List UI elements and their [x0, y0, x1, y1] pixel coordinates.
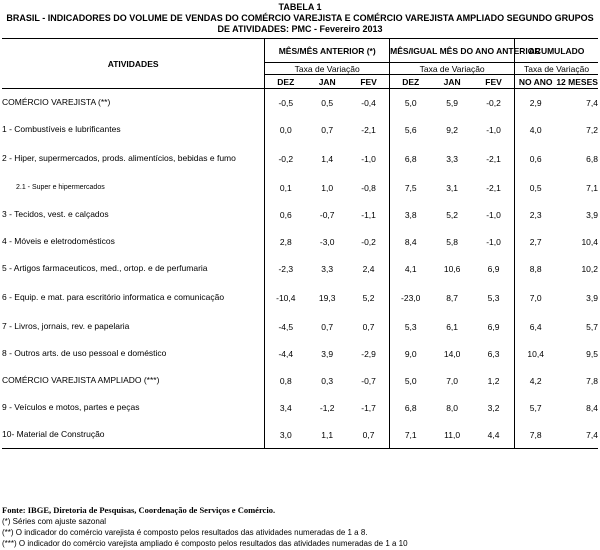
cell: 1,0: [321, 182, 334, 193]
cell: 10,4: [515, 340, 557, 367]
row-label: 10- Material de Construção: [2, 421, 265, 449]
cell: 3,8: [390, 201, 432, 228]
cell: 9,0: [390, 340, 432, 367]
cell: 1,4: [321, 153, 334, 164]
footnotes: [2, 505, 408, 549]
cell: 0,3: [321, 375, 334, 386]
table-row: [2, 228, 598, 255]
cell: 3,3: [446, 153, 459, 164]
cell: 4,1: [390, 255, 432, 282]
cell: 5,2: [446, 209, 459, 220]
indicators-table: [2, 38, 598, 449]
cell: 5,0: [390, 89, 432, 117]
cell: 5,0: [390, 367, 432, 394]
cell: -2,3: [265, 255, 307, 282]
cell: -1,7: [361, 402, 376, 413]
row-label: COMÉRCIO VAREJISTA AMPLIADO (***): [2, 375, 160, 385]
cell: 9,2: [446, 124, 459, 135]
cell: 14,0: [443, 348, 461, 359]
cell: -2,1: [486, 153, 501, 164]
table-row: [2, 89, 598, 117]
cell: 0,7: [348, 421, 390, 449]
cell: 7,8: [515, 421, 557, 449]
cell: -4,5: [265, 313, 307, 340]
group3-rate-label: Taxa de Variação: [515, 63, 598, 75]
activity-header: ATIVIDADES: [2, 39, 265, 89]
group3-header: ACUMULADO: [515, 39, 598, 63]
cell: 0,6: [515, 143, 557, 174]
cell: 0,7: [321, 124, 334, 135]
cell: 0,5: [515, 174, 557, 201]
cell: 7,1: [586, 182, 598, 193]
cell: 6,3: [487, 348, 500, 359]
row-label: 4 - Móveis e eletrodomésticos: [2, 236, 115, 246]
group1-rate-label: Taxa de Variação: [265, 63, 390, 75]
cell: 2,7: [515, 228, 557, 255]
table-row: [2, 394, 598, 421]
cell: 2,3: [515, 201, 557, 228]
table-row: [2, 421, 598, 449]
cell: 8,0: [446, 402, 459, 413]
cell: 2,9: [515, 89, 557, 117]
cell: 5,7: [515, 394, 557, 421]
row-label: 1 - Combustíveis e lubrificantes: [2, 124, 121, 134]
cell: 7,0: [515, 282, 557, 313]
cell: 10,6: [443, 263, 461, 274]
cell: 5,9: [446, 97, 459, 108]
cell: 19,3: [318, 292, 336, 303]
cell: -10,4: [265, 282, 307, 313]
table-row: [2, 174, 598, 201]
cell: 6,1: [446, 321, 459, 332]
table-title-line1: BRASIL - INDICADORES DO VOLUME DE VENDAS DO COMÉRCIO VAREJISTA E COMÉRCIO VAREJISTA AMPLIADO SEGUNDO GRUPOS: [6, 13, 594, 23]
cell: 0,0: [265, 116, 307, 143]
group2-rate-label: Taxa de Variação: [390, 63, 515, 75]
cell: 0,6: [265, 201, 307, 228]
footnote-3: (***) O indicador do comércio varejista ampliado é composto pelos resultados das atividades numeradas de 1 a 10: [2, 539, 408, 548]
cell: 4,0: [515, 116, 557, 143]
row-label: 5 - Artigos farmaceuticos, med., ortop. e de perfumaria: [2, 263, 208, 273]
cell: 3,9: [321, 348, 334, 359]
cell: 10,4: [581, 236, 598, 247]
cell: 3,0: [265, 421, 307, 449]
row-label: COMÉRCIO VAREJISTA (**): [2, 97, 111, 107]
row-label: 8 - Outros arts. de uso pessoal e doméstico: [2, 348, 167, 358]
cell: 7,8: [586, 375, 598, 386]
table-row: [2, 255, 598, 282]
cell: 9,5: [586, 348, 598, 359]
cell: 3,9: [586, 209, 598, 220]
cell: -2,1: [486, 182, 501, 193]
cell: 7,0: [446, 375, 459, 386]
cell: -3,0: [319, 236, 335, 247]
cell: 1,2: [487, 375, 500, 386]
cell: -1,0: [486, 236, 501, 247]
row-label: 7 - Livros, jornais, rev. e papelaria: [2, 321, 130, 331]
col-g3-12-meses: 12 MESES: [556, 76, 598, 87]
cell: 11,0: [431, 421, 473, 449]
cell: 2,8: [265, 228, 307, 255]
cell: 5,8: [446, 236, 459, 247]
cell: -0,2: [265, 143, 307, 174]
cell: 4,4: [473, 421, 515, 449]
row-label: 6 - Equip. e mat. para escritório informatica e comunicação: [2, 292, 225, 302]
cell: -0,8: [361, 182, 376, 193]
cell: 8,8: [515, 255, 557, 282]
cell: 3,4: [265, 394, 307, 421]
cell: -1,1: [361, 209, 376, 220]
cell: -0,5: [265, 89, 307, 117]
cell: 1,1: [306, 421, 348, 449]
col-g1-fev: FEV: [348, 75, 390, 89]
cell: 8,7: [446, 292, 459, 303]
col-g1-dez: DEZ: [265, 75, 307, 89]
footnote-1: (*) Séries com ajuste sazonal: [2, 517, 107, 526]
cell: 0,7: [321, 321, 334, 332]
row-label: 3 - Tecidos, vest. e calçados: [2, 209, 109, 219]
cell: 10,2: [581, 263, 598, 274]
cell: 7,1: [390, 421, 432, 449]
cell: 7,4: [556, 421, 598, 449]
cell: 3,1: [446, 182, 459, 193]
table-label: TABELA 1: [278, 2, 322, 12]
cell: -0,4: [361, 97, 376, 108]
cell: -0,2: [486, 97, 501, 108]
cell: 4,2: [515, 367, 557, 394]
row-label: 2 - Hiper, supermercados, prods. alimentícios, bebidas e fumo: [2, 153, 236, 163]
cell: -1,0: [486, 209, 501, 220]
cell: -0,7: [361, 375, 376, 386]
cell: 0,8: [265, 367, 307, 394]
cell: 6,4: [515, 313, 557, 340]
cell: 3,9: [586, 292, 598, 303]
table-title-line2: DE ATIVIDADES: PMC - Fevereiro 2013: [217, 24, 383, 34]
cell: 5,7: [586, 321, 598, 332]
cell: 2,4: [362, 263, 375, 274]
table-row: [2, 116, 598, 143]
cell: -4,4: [265, 340, 307, 367]
col-g3-no-ano: NO ANO: [515, 75, 557, 89]
cell: 0,7: [362, 321, 375, 332]
cell: 6,9: [487, 263, 500, 274]
table-row: [2, 143, 598, 174]
cell: 6,8: [390, 143, 432, 174]
cell: -2,9: [361, 348, 376, 359]
col-g2-jan: JAN: [431, 75, 473, 89]
cell: 7,2: [586, 124, 598, 135]
cell: 6,8: [390, 394, 432, 421]
col-g2-dez: DEZ: [390, 75, 432, 89]
cell: 3,2: [487, 402, 500, 413]
cell: 5,3: [487, 292, 500, 303]
table-row: [2, 201, 598, 228]
footnote-2: (**) O indicador do comércio varejista é composto pelos resultados das atividades numeradas de 1 a 8.: [2, 528, 368, 537]
cell: 8,4: [586, 402, 598, 413]
row-label: 9 - Veículos e motos, partes e peças: [2, 402, 140, 412]
row-label: 2.1 - Super e hipermercados: [16, 184, 105, 191]
table-row: [2, 282, 598, 313]
cell: 5,2: [362, 292, 375, 303]
group1-header: MÊS/MÊS ANTERIOR (*): [265, 39, 390, 63]
cell: -1,2: [319, 402, 335, 413]
col-g2-fev: FEV: [473, 75, 515, 89]
cell: -2,1: [361, 124, 376, 135]
col-g1-jan: JAN: [306, 75, 348, 89]
table-row: [2, 367, 598, 394]
cell: -0,2: [361, 236, 376, 247]
cell: 6,9: [487, 321, 500, 332]
cell: 3,3: [321, 263, 334, 274]
cell: 6,8: [586, 153, 598, 164]
cell: 8,4: [390, 228, 432, 255]
cell: 0,5: [321, 97, 334, 108]
cell: -23,0: [390, 282, 432, 313]
cell: 0,1: [265, 174, 307, 201]
cell: -1,0: [361, 153, 376, 164]
cell: -1,0: [486, 124, 501, 135]
group2-header: MÊS/IGUAL MÊS DO ANO ANTERIOR: [390, 39, 515, 63]
cell: 7,4: [586, 97, 598, 108]
table-row: [2, 313, 598, 340]
cell: -0,7: [319, 209, 335, 220]
table-row: [2, 340, 598, 367]
cell: 5,6: [390, 116, 432, 143]
cell: 7,5: [390, 174, 432, 201]
cell: 5,3: [390, 313, 432, 340]
source-note: Fonte: IBGE, Diretoria de Pesquisas, Coordenação de Serviços e Comércio.: [2, 505, 276, 515]
